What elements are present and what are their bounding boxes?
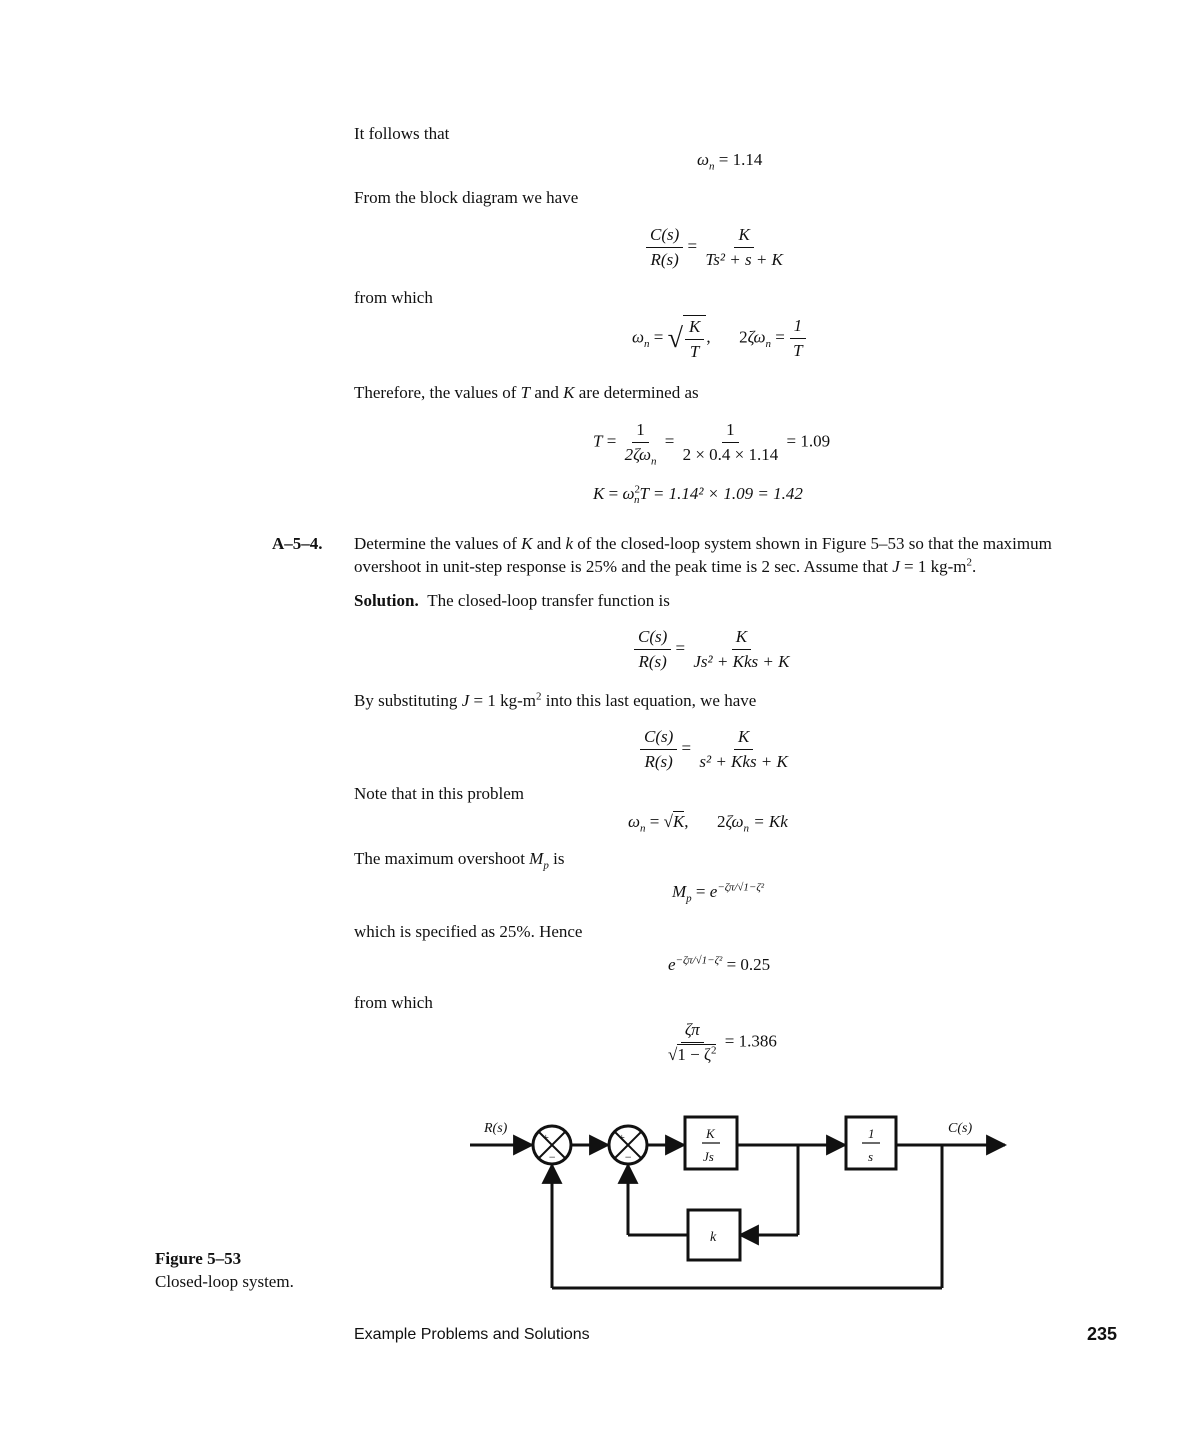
- problem-text: overshoot in unit-step response is 25% and the peak time is 2 sec. Assume that J = 1 $kg-m^2$.: [354, 556, 977, 576]
- text-line: By substituting J = 1 $kg-m^2$ into this last equation, we have: [354, 690, 757, 710]
- text-line: which is specified as 25%. Hence: [354, 922, 583, 941]
- equation-wn-k: $\omega_n = √K$, $2\zeta\omega_n = Kk$: [628, 812, 788, 835]
- equation-exp: $e^{-\zeta\pi/√1-\zeta^2} = 0.25$: [668, 954, 771, 974]
- equation-transfer-function-3: $\frac{C(s)}{R(s)}$ = $\frac{K}{\text{s² + Kks + K}}$: [640, 727, 792, 772]
- equation-transfer-function-2: $\frac{C(s)}{R(s)}$ = $\frac{K}{\text{Js² + Kks + K}}$: [634, 627, 793, 672]
- text-line: from which: [354, 288, 433, 307]
- figure-caption-subtitle: Closed-loop system.: [155, 1272, 294, 1291]
- text-line: Therefore, the values of T and K are determined as: [354, 383, 699, 402]
- equation-wn: $\omega_n = 1.14$: [697, 150, 763, 173]
- running-footer: Example Problems and Solutions: [354, 1326, 590, 1343]
- equation-transfer-function-1: $\frac{C(s)}{R(s)}$ = $\frac{K}{\text{Ts² + s + K}}$: [646, 225, 787, 270]
- text-line: From the block diagram we have: [354, 188, 579, 207]
- equation-final: $\frac{\zeta\pi}{√1 - \zeta^2}$ = 1.386: [668, 1020, 777, 1064]
- block-diagram: [460, 1105, 1020, 1300]
- equation-K: $K = \omega^2_nT = 1.14^2 \times 1.09 = 1.42$: [593, 483, 803, 507]
- svg-text:+: +: [618, 1132, 626, 1144]
- svg-text:−: −: [624, 1150, 633, 1164]
- text-line: from which: [354, 993, 433, 1012]
- text-line: It follows that: [354, 124, 450, 143]
- svg-text:k: k: [710, 1230, 717, 1245]
- svg-text:+: +: [542, 1132, 550, 1144]
- equation-wn-sqrt: $\omega_n$ = √ $\frac{K}{T}$ , $2\zeta\omega_n$ = $\frac{1}{T}$: [632, 315, 807, 362]
- text-line: The maximum overshoot $M_p$ is: [354, 849, 565, 872]
- problem-text: Determine the values of K and k of the closed-loop system shown in Figure 5–53 so that the maximum: [354, 534, 1052, 553]
- text-line: Note that in this problem: [354, 784, 524, 803]
- svg-text:−: −: [548, 1150, 557, 1164]
- equation-T: T = $\frac{1}{2\zeta\omega_n}$ = $\frac{1}{2 \times 0.4 \times 1.14}$ = 1.09: [593, 420, 831, 468]
- solution-line: Solution. The closed-loop transfer function is: [354, 591, 670, 610]
- svg-text:1: 1: [868, 1126, 875, 1141]
- input-label: R(s): [484, 1121, 508, 1136]
- page-number: 235: [1087, 1324, 1118, 1344]
- svg-text:Js: Js: [703, 1149, 714, 1164]
- svg-text:K: K: [706, 1126, 715, 1141]
- equation-mp: $M_p = e^{-\zeta\pi/√1-\zeta^2}$: [672, 881, 765, 905]
- figure-caption-title: Figure 5–53: [155, 1249, 242, 1268]
- svg-text:s: s: [868, 1149, 874, 1164]
- output-label: C(s): [948, 1121, 973, 1136]
- problem-label: A–5–4.: [272, 534, 323, 553]
